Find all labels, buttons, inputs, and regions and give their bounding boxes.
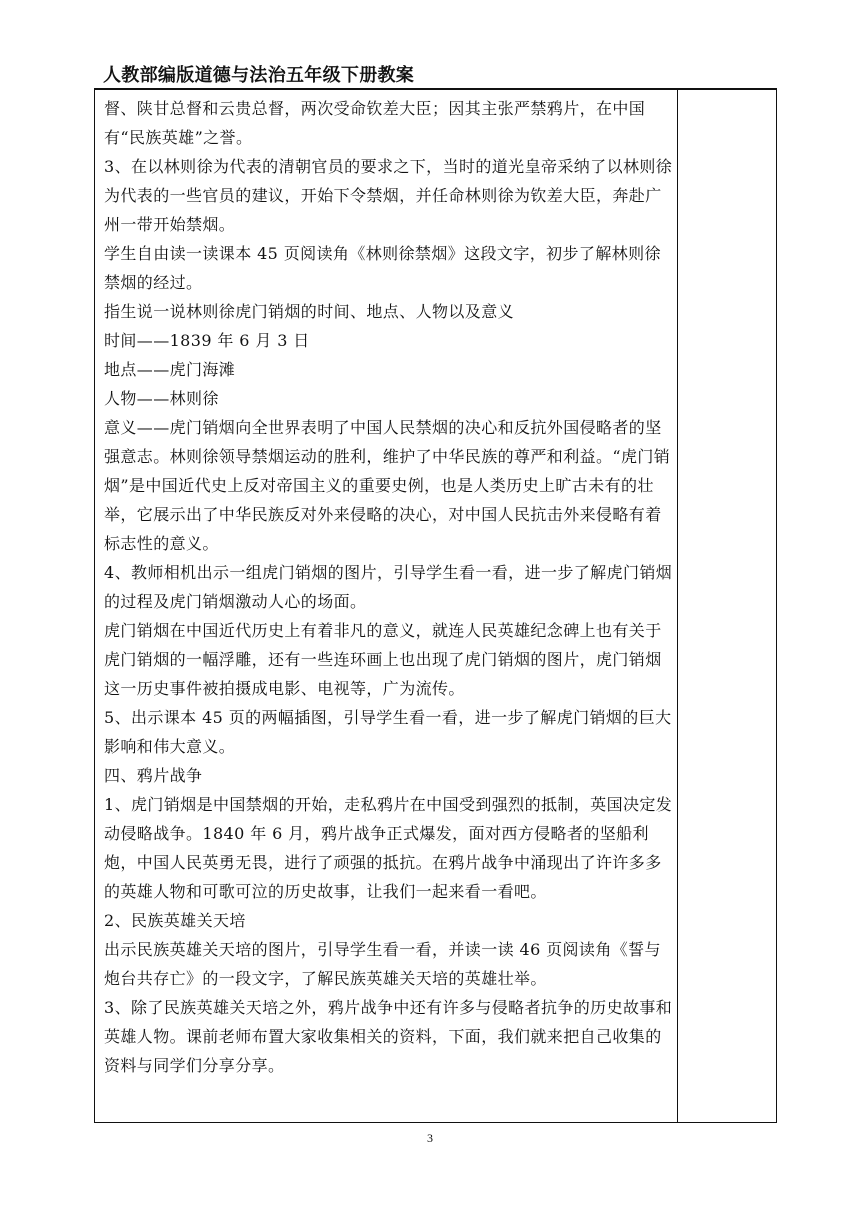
paragraph: 意义——虎门销烟向全世界表明了中国人民禁烟的决心和反抗外国侵略者的坚强意志。林则徐领导禁烟运动的胜利，维护了中华民族的尊严和利益。“虎门销烟”是中国近代史上反对帝国主义的重要史例，也是人类历史上旷古未有的壮举，它展示出了中华民族反对外来侵略的决心，对中国人民抗击外来侵略有着标志性的意义。 [104, 418, 671, 553]
paragraph: 5、出示课本 45 页的两幅插图，引导学生看一看，进一步了解虎门销烟的巨大影响和伟大意义。 [104, 708, 672, 756]
paragraph: 3、在以林则徐为代表的清朝官员的要求之下，当时的道光皇帝采纳了以林则徐为代表的一些官员的建议，开始下令禁烟，并任命林则徐为钦差大臣，奔赴广州一带开始禁烟。 [104, 157, 673, 234]
paragraph: 时间——1839 年 6 月 3 日 [104, 331, 310, 350]
paragraph: 2、民族英雄关天培 [104, 911, 246, 930]
paragraph: 督、陕甘总督和云贵总督，两次受命钦差大臣；因其主张严禁鸦片，在中国有“民族英雄”之誉。 [104, 99, 646, 147]
paragraph: 学生自由读一读课本 45 页阅读角《林则徐禁烟》这段文字，初步了解林则徐禁烟的经过。 [104, 244, 661, 292]
paragraph: 地点——虎门海滩 [104, 360, 236, 379]
page-number: 3 [427, 1131, 433, 1145]
paragraph: 1、虎门销烟是中国禁烟的开始，走私鸦片在中国受到强烈的抵制，英国决定发动侵略战争。1840 年 6 月，鸦片战争正式爆发，面对西方侵略者的坚船利炮，中国人民英勇无畏，进行了顽强的抵抗。在鸦片战争中涌现出了许许多多的英雄人物和可歌可泣的历史故事，让我们一起来看一看吧。 [104, 795, 673, 901]
table-column-divider [677, 89, 678, 1123]
document-header-title: 人教部编版道德与法治五年级下册教案 [103, 65, 415, 86]
lesson-content [104, 94, 674, 1080]
paragraph: 指生说一说林则徐虎门销烟的时间、地点、人物以及意义 [104, 302, 515, 321]
section-heading: 四、鸦片战争 [104, 766, 203, 785]
paragraph: 4、教师相机出示一组虎门销烟的图片，引导学生看一看，进一步了解虎门销烟的过程及虎门销烟激动人心的场面。 [104, 563, 673, 611]
paragraph: 3、除了民族英雄关天培之外，鸦片战争中还有许多与侵略者抗争的历史故事和英雄人物。课前老师布置大家收集相关的资料，下面，我们就来把自己收集的资料与同学们分享分享。 [104, 998, 673, 1075]
paragraph: 虎门销烟在中国近代历史上有着非凡的意义，就连人民英雄纪念碑上也有关于虎门销烟的一幅浮雕，还有一些连环画上也出现了虎门销烟的图片，虎门销烟这一历史事件被拍摄成电影、电视等，广为流传。 [104, 621, 662, 698]
paragraph: 出示民族英雄关天培的图片，引导学生看一看，并读一读 46 页阅读角《誓与炮台共存亡》的一段文字，了解民族英雄关天培的英雄壮举。 [104, 940, 661, 988]
paragraph: 人物——林则徐 [104, 389, 219, 408]
